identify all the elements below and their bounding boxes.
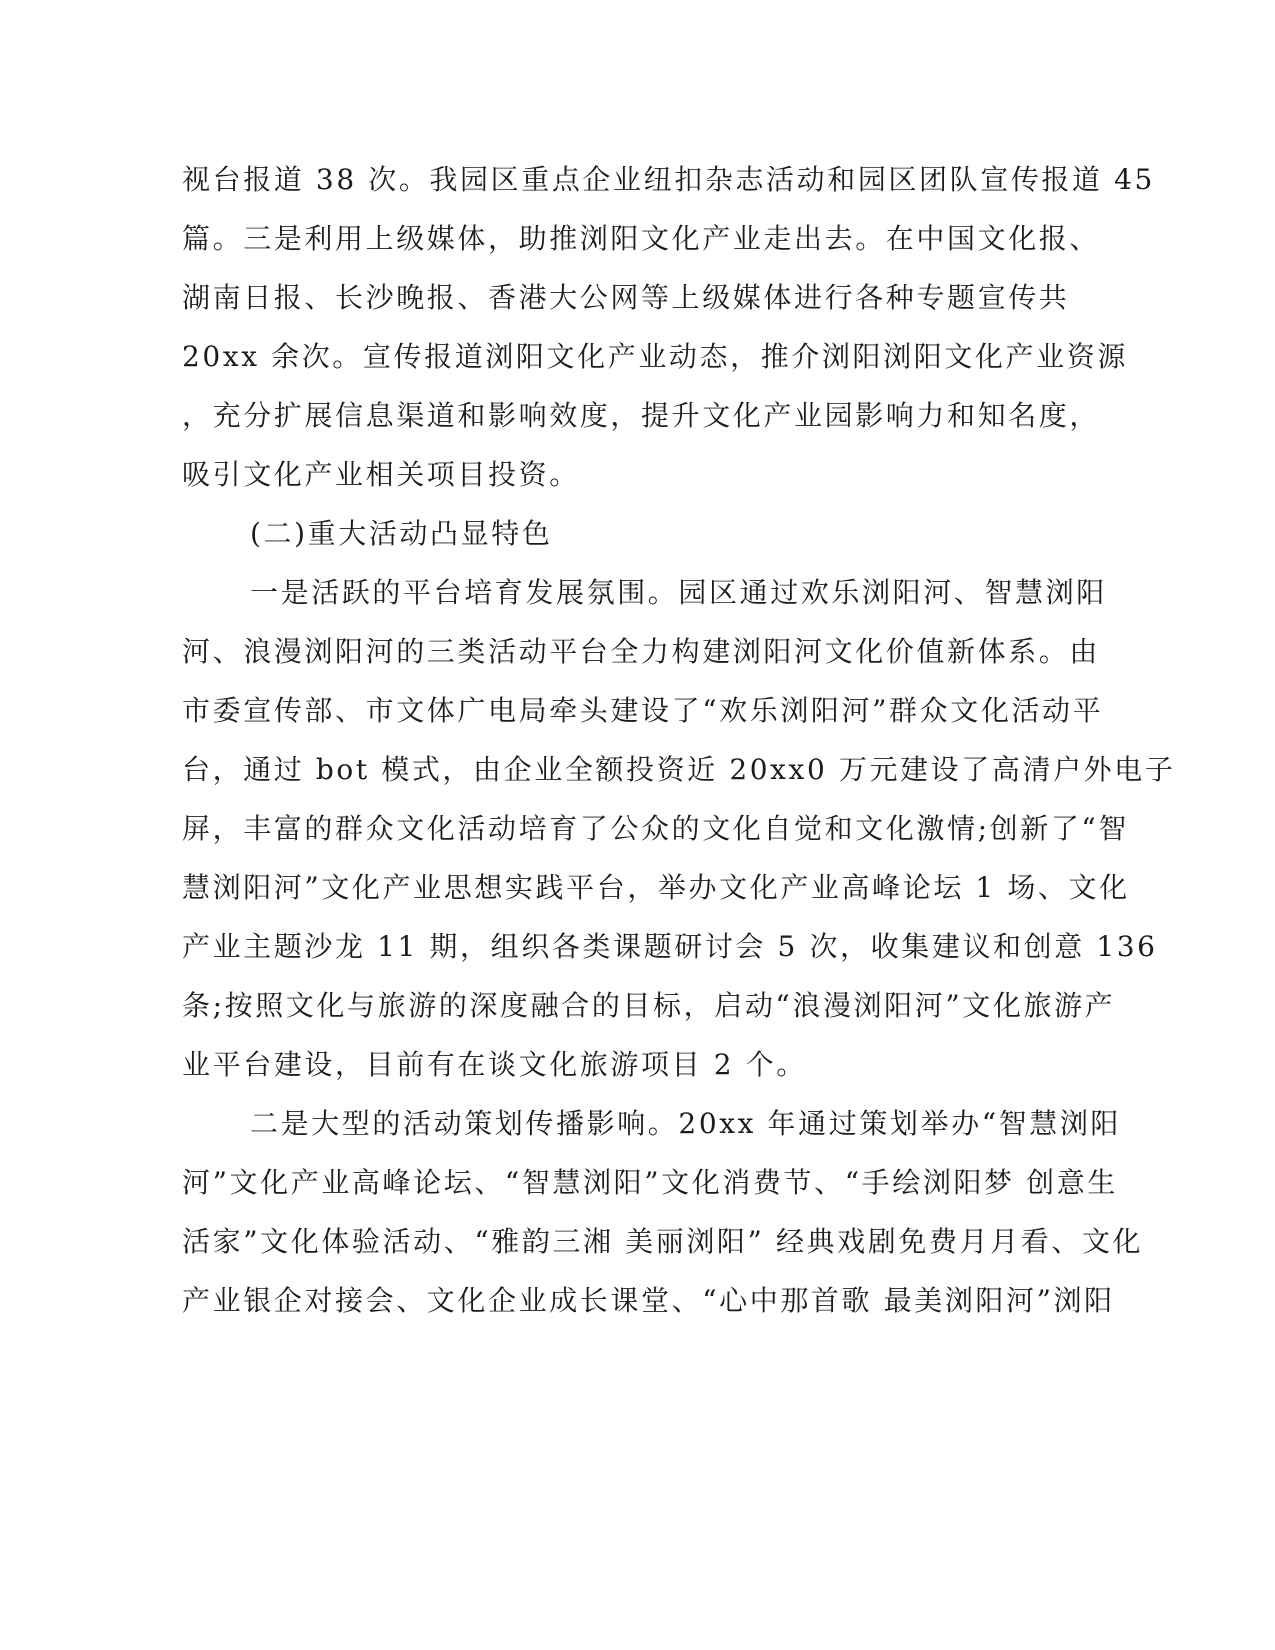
- paragraph-first-line: 二是大型的活动策划传播影响。20xx 年通过策划举办“智慧浏阳: [250, 1107, 1122, 1140]
- paragraph-line: 产业银企对接会、文化企业成长课堂、“心中那首歌 最美浏阳河”浏阳: [182, 1284, 1115, 1317]
- paragraph-line: 业平台建设，目前有在谈文化旅游项目 2 个。: [182, 1048, 807, 1081]
- paragraph-line: 20xx 余次。宣传报道浏阳文化产业动态，推介浏阳浏阳文化产业资源: [182, 340, 1128, 373]
- paragraph-line: ，充分扩展信息渠道和影响效度，提升文化产业园影响力和知名度，: [182, 399, 1101, 432]
- paragraph-line: 慧浏阳河”文化产业思想实践平台，举办文化产业高峰论坛 1 场、文化: [182, 871, 1130, 904]
- paragraph-line: 河”文化产业高峰论坛、“智慧浏阳”文化消费节、“手绘浏阳梦 创意生: [182, 1166, 1118, 1199]
- paragraph-line: 视台报道 38 次。我园区重点企业纽扣杂志活动和园区团队宣传报道 45: [182, 163, 1155, 196]
- paragraph-line: 湖南日报、长沙晚报、香港大公网等上级媒体进行各种专题宣传共: [182, 281, 1070, 314]
- section-heading: (二)重大活动凸显特色: [250, 517, 553, 550]
- paragraph-line: 篇。三是利用上级媒体，助推浏阳文化产业走出去。在中国文化报、: [182, 222, 1101, 255]
- paragraph-line: 屏，丰富的群众文化活动培育了公众的文化自觉和文化激情;创新了“智: [182, 812, 1129, 845]
- paragraph-line: 台，通过 bot 模式，由企业全额投资近 20xx0 万元建设了高清户外电子: [182, 753, 1176, 786]
- paragraph-line: 产业主题沙龙 11 期，组织各类课题研讨会 5 次，收集建议和创意 136: [182, 930, 1158, 963]
- paragraph-line: 河、浪漫浏阳河的三类活动平台全力构建浏阳河文化价值新体系。由: [182, 635, 1101, 668]
- paragraph-line: 吸引文化产业相关项目投资。: [182, 458, 580, 491]
- paragraph-line: 条;按照文化与旅游的深度融合的目标，启动“浪漫浏阳河”文化旅游产: [182, 989, 1116, 1022]
- paragraph-first-line: 一是活跃的平台培育发展氛围。园区通过欢乐浏阳河、智慧浏阳: [250, 576, 1107, 609]
- paragraph-line: 活家”文化体验活动、“雅韵三湘 美丽浏阳” 经典戏剧免费月月看、文化: [182, 1225, 1144, 1258]
- paragraph-line: 市委宣传部、市文体广电局牵头建设了“欢乐浏阳河”群众文化活动平: [182, 694, 1104, 727]
